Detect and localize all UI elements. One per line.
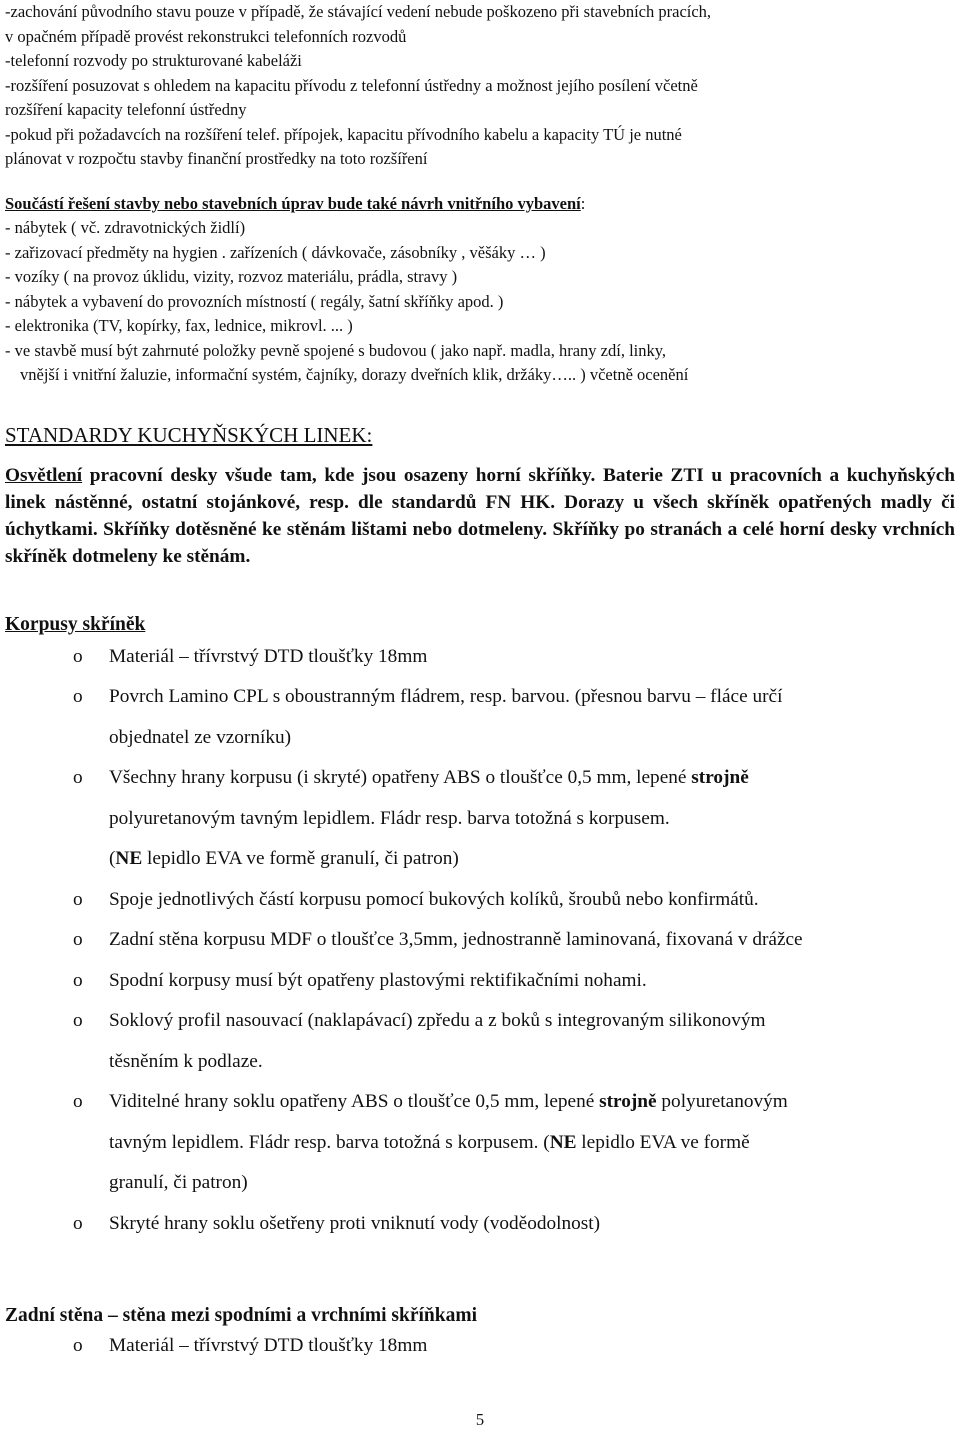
list-item-text: Skryté hrany soklu ošetřeny proti vniknutí vody (voděodolnost) [109, 1212, 601, 1234]
list-item-text: Všechny hrany korpusu (i skryté) opatřeny ABS o tloušťce 0,5 mm, lepené [109, 767, 687, 788]
list-item-text: Spoje jednotlivých částí korpusu pomocí bukových kolíků, šroubů nebo konfirmátů. [109, 888, 759, 910]
standardy-text: pracovní desky všude tam, kde jsou osazeny horní skříňky. Baterie ZTI u pracovních a kuchyňských linek nástěnné, ostatní stojánkové, resp. dle standardů FN HK. Dorazy u všech skříněk opatřených madly či úchytkami. Skříňky dotěsněné ke stěnám lištami nebo dotmeleny. Skříňky po stranách a celé horní desky vrchních skříněk dotmeleny ke stěnám. [5, 464, 955, 567]
intro-line: v opačném případě provést rekonstrukci telefonních rozvodů [5, 26, 407, 46]
bullet-o: o [73, 645, 83, 667]
page-number: 5 [475, 1410, 485, 1429]
list-item-line [109, 1082, 955, 1123]
list-item [5, 880, 955, 921]
vybaveni-list [5, 216, 955, 388]
bullet-o: o [73, 929, 83, 950]
list-item-text: lepidlo EVA ve formě [576, 1131, 750, 1153]
bullet-o: o [73, 1335, 83, 1356]
standardy-section [5, 422, 955, 570]
list-item: - nábytek ( vč. zdravotnických židlí) [5, 218, 246, 237]
zadni-stena-list [5, 1333, 955, 1359]
document-page [5, 0, 955, 1359]
list-item [5, 758, 955, 880]
list-item [5, 1082, 955, 1204]
list-item [5, 1204, 955, 1245]
bullet-o: o [73, 1212, 83, 1234]
vybaveni-heading: Součástí řešení stavby nebo stavebních úprav bude také návrh vnitřního vybavení [5, 193, 581, 213]
bullet-o: o [73, 686, 83, 707]
list-item [5, 339, 955, 388]
list-item-text: lepidlo EVA ve formě granulí, či patron) [142, 848, 459, 869]
intro-line: rozšíření kapacity telefonní ústředny [5, 100, 247, 119]
bullet-o: o [73, 767, 83, 788]
zadni-stena-title: Zadní stěna – stěna mezi spodními a vrchními skříňkami [5, 1305, 478, 1326]
list-item [5, 637, 955, 678]
list-item: - nábytek a vybavení do provozních místností ( regály, šatní skříňky apod. ) [5, 291, 504, 311]
list-item-text: Spodní korpusy musí být opatřeny plastovými rektifikačními nohami. [109, 969, 647, 991]
bullet-o: o [73, 969, 83, 991]
list-item-text: Soklový profil nasouvací (naklapávací) zpředu a z boků s integrovaným silikonovým [109, 1010, 766, 1031]
list-item: - vozíky ( na provoz úklidu, vizity, rozvoz materiálu, prádla, stravy ) [5, 267, 458, 286]
intro-line: -rozšíření posuzovat s ohledem na kapacitu přívodu z telefonní ústředny a možnost jejího posílení včetně [5, 75, 698, 95]
list-item-text: těsněním k podlaze. [109, 1050, 263, 1072]
list-item [5, 961, 955, 1002]
list-item [5, 1001, 955, 1082]
intro-line: plánovat v rozpočtu stavby finanční prostředky na toto rozšíření [5, 149, 428, 168]
list-item [5, 1333, 955, 1359]
list-item-text: ( [109, 848, 116, 869]
list-item: - zařizovací předměty na hygien . zařízeních ( dávkovače, zásobníky , věšáky … ) [5, 242, 546, 262]
intro-line: -zachování původního stavu pouze v případě, že stávající vedení nebude poškozeno při stavebních pracích, [5, 2, 712, 21]
bullet-o: o [73, 1010, 83, 1031]
list-item-text: Zadní stěna korpusu MDF o tloušťce 3,5mm, jednostranně laminovaná, fixovaná v drážce [109, 929, 803, 950]
vybaveni-heading-suffix: : [580, 193, 586, 213]
korpusy-section [5, 613, 955, 1245]
list-item [5, 920, 955, 961]
intro-block [5, 0, 955, 172]
bullet-o: o [73, 1091, 83, 1112]
vybaveni-section [5, 192, 955, 388]
list-item-text: tavným lepidlem. Fládr resp. barva totožná s korpusem. ( [109, 1131, 550, 1153]
zadni-stena-section [5, 1304, 955, 1359]
list-item-line [109, 1123, 955, 1164]
list-item-continuation: vnější i vnitřní žaluzie, informační systém, čajníky, dorazy dveřních klik, držáky….. ) včetně ocenění [20, 365, 689, 384]
emphasis-text: strojně [599, 1091, 657, 1112]
emphasis-text: strojně [691, 767, 749, 788]
list-item-text: polyuretanovým tavným lepidlem. Fládr resp. barva totožná s korpusem. [109, 807, 670, 829]
list-item [5, 677, 955, 758]
list-item-text: - ve stavbě musí být zahrnuté položky pevně spojené s budovou ( jako např. madla, hrany zdí, linky, [5, 340, 667, 360]
list-item-text: granulí, či patron) [109, 1172, 248, 1193]
list-item-text: objednatel ze vzorníku) [109, 726, 292, 748]
list-item-text: polyuretanovým [656, 1091, 788, 1112]
standardy-paragraph [5, 462, 955, 570]
standardy-lead: Osvětlení [5, 464, 83, 486]
list-item-text: Viditelné hrany soklu opatřeny ABS o tloušťce 0,5 mm, lepené [109, 1091, 595, 1112]
bullet-o: o [73, 888, 83, 910]
list-item-text: Povrch Lamino CPL s oboustranným fládrem, resp. barvou. (přesnou barvu – fláce určí [109, 686, 783, 707]
list-item-text: Materiál – třívrstvý DTD tloušťky 18mm [109, 1335, 428, 1356]
list-item-line [109, 758, 955, 799]
emphasis-text: NE [115, 848, 143, 869]
list-item-text: Materiál – třívrstvý DTD tloušťky 18mm [109, 645, 428, 667]
korpusy-title: Korpusy skříněk [5, 613, 146, 635]
list-item-line [109, 839, 955, 880]
intro-line: -pokud při požadavcích na rozšíření telef. přípojek, kapacitu přívodního kabelu a kapacity TÚ je nutné [5, 124, 682, 144]
list-item: - elektronika (TV, kopírky, fax, lednice, mikrovl. ... ) [5, 316, 353, 335]
korpusy-list [5, 637, 955, 1245]
vybaveni-heading-line [5, 192, 955, 217]
intro-line: -telefonní rozvody po strukturované kabeláži [5, 51, 302, 70]
emphasis-text: NE [549, 1131, 577, 1153]
standardy-title: STANDARDY KUCHYŇSKÝCH LINEK: [5, 422, 373, 447]
